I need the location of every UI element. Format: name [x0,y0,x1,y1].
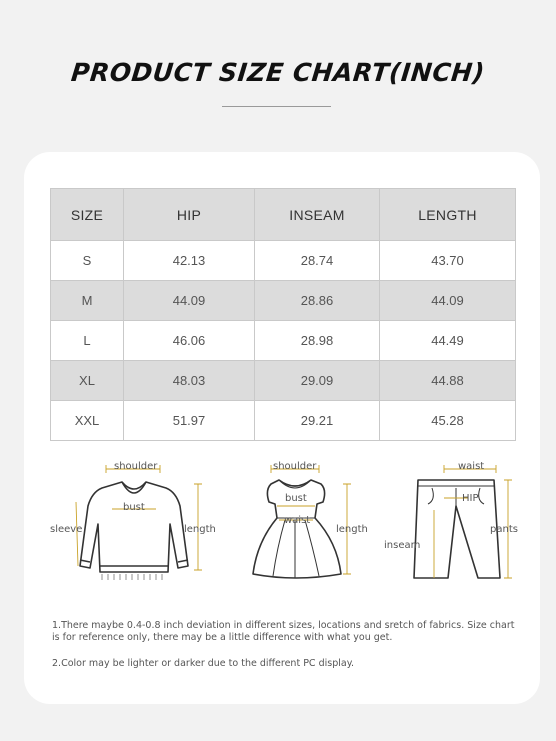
table-row [51,321,516,361]
dress-waist-label: waist [284,515,311,526]
measurement-diagrams [24,452,540,592]
cell-hip: 46.06 [124,321,255,361]
sweater-diagram [50,462,220,587]
cell-size: L [51,321,124,361]
size-notes [52,620,522,684]
sweater-bust-label: bust [123,502,145,513]
table-header-row [51,189,516,241]
title-divider [222,106,331,107]
page-title: PRODUCT SIZE CHART(INCH) [69,58,487,87]
cell-hip: 51.97 [124,401,255,441]
cell-inseam: 29.21 [255,401,380,441]
header-length: LENGTH [380,189,516,241]
sweater-length-label: length [184,524,216,535]
dress-length-label: length [336,524,368,535]
header-size: SIZE [51,189,124,241]
cell-size: XXL [51,401,124,441]
cell-length: 43.70 [380,241,516,281]
dress-shoulder-label: shoulder [273,461,317,472]
cell-hip: 44.09 [124,281,255,321]
cell-length: 44.88 [380,361,516,401]
dress-bust-label: bust [285,493,307,504]
cell-hip: 42.13 [124,241,255,281]
cell-length: 45.28 [380,401,516,441]
sweater-sleeve-label: sleeve [50,524,83,535]
header-inseam: INSEAM [255,189,380,241]
cell-size: M [51,281,124,321]
cell-inseam: 29.09 [255,361,380,401]
cell-size: XL [51,361,124,401]
pants-hip-label: HIP [462,493,479,504]
note-deviation: 1.There maybe 0.4-0.8 inch deviation in different sizes, locations and sretch of fabrics. Size chart is for reference only, there may be a little difference with what you get. [52,620,515,643]
dress-diagram [229,462,379,587]
cell-length: 44.49 [380,321,516,361]
sweater-shoulder-label: shoulder [114,461,158,472]
size-chart-card [24,152,540,704]
cell-hip: 48.03 [124,361,255,401]
cell-inseam: 28.74 [255,241,380,281]
cell-length: 44.09 [380,281,516,321]
note-color: 2.Color may be lighter or darker due to the different PC display. [52,658,354,669]
table-row [51,401,516,441]
table-row [51,361,516,401]
table-row [51,281,516,321]
pants-inseam-label: inseam [384,540,421,551]
pants-length-label: pants [490,524,518,535]
cell-inseam: 28.98 [255,321,380,361]
cell-size: S [51,241,124,281]
pants-waist-label: waist [458,461,485,472]
size-table [50,188,516,441]
table-row [51,241,516,281]
header-hip: HIP [124,189,255,241]
cell-inseam: 28.86 [255,281,380,321]
pants-diagram [382,462,522,587]
